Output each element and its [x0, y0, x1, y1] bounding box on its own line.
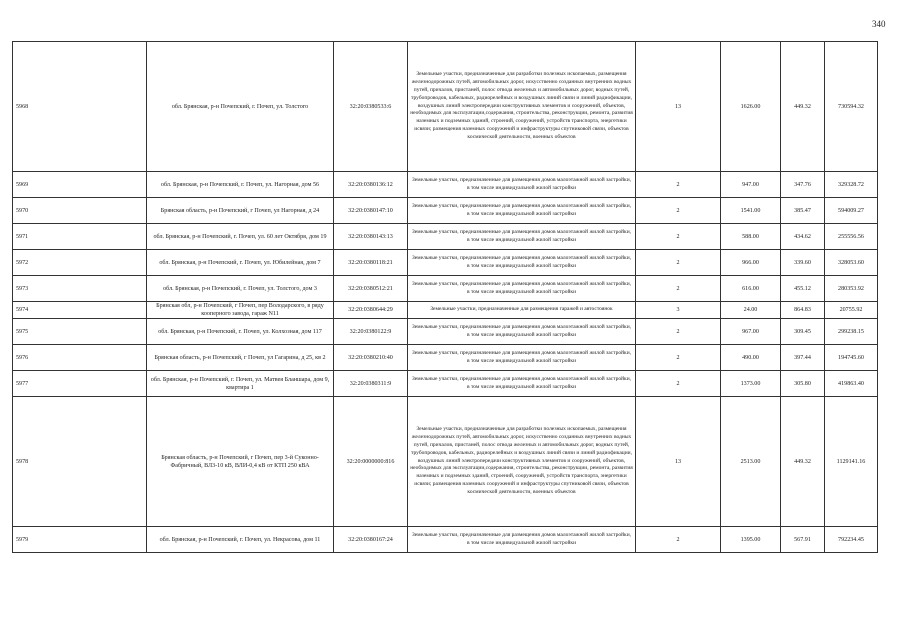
- cadastral-value-cell: 20755.92: [825, 302, 878, 319]
- address-cell: обл. Брянская, р-н Почепский, г. Почеп, ул. Колхозная, дом 117: [147, 319, 334, 345]
- area-cell: 490.00: [721, 345, 781, 371]
- cadastral-value-cell: 730594.32: [825, 42, 878, 172]
- land-use-cell: Земельные участки, предназначенные для размещения гаражей и автостоянок: [408, 302, 636, 319]
- land-use-cell: Земельные участки, предназначенные для размещения домов малоэтажной жилой застройки, в том числе индивидуальной жилой застройки: [408, 527, 636, 553]
- row-number: 5968: [13, 42, 147, 172]
- land-use-cell: Земельные участки, предназначенные для размещения домов малоэтажной жилой застройки, в том числе индивидуальной жилой застройки: [408, 276, 636, 302]
- area-cell: 947.00: [721, 172, 781, 198]
- specific-value-cell: 347.76: [781, 172, 825, 198]
- table-row: [13, 250, 878, 276]
- cadastral-value-cell: 255556.56: [825, 224, 878, 250]
- cadastral-value-table: [12, 41, 878, 553]
- cadastral-value-cell: 280353.92: [825, 276, 878, 302]
- land-use-cell: Земельные участки, предназначенные для размещения домов малоэтажной жилой застройки, в том числе индивидуальной жилой застройки: [408, 319, 636, 345]
- cadastral-number-cell: 32:20:0380143:13: [334, 224, 408, 250]
- group-code-cell: 2: [636, 198, 721, 224]
- cadastral-number-cell: 32:20:0380512:21: [334, 276, 408, 302]
- area-cell: 967.00: [721, 319, 781, 345]
- group-code-cell: 13: [636, 42, 721, 172]
- specific-value-cell: 864.83: [781, 302, 825, 319]
- land-use-cell: Земельные участки, предназначенные для размещения домов малоэтажной жилой застройки, в том числе индивидуальной жилой застройки: [408, 172, 636, 198]
- cadastral-number-cell: 32:20:0380147:10: [334, 198, 408, 224]
- table-row: [13, 302, 878, 319]
- table-row: [13, 527, 878, 553]
- table-row: [13, 319, 878, 345]
- group-code-cell: 2: [636, 250, 721, 276]
- land-use-cell: Земельные участки, предназначенные для разработки полезных ископаемых, размещения железнодорожных путей, автомобильных дорог, искусственно созданных внутренних водных путей, причалов, пристаней, полос отвода железных и автомобильных дорог, водных путей, трубопроводов, кабельных, радиорелейных и воздушных линий связи и линий радиофикации, воздушных линий электропередачи конструктивных элементов и сооружений, объектов, необходимых для эксплуатации,содержания, строительства, реконструкции, ремонта, развития наземных и подземных зданий, строений, сооружений, устройств транспорта, энергетики исвязи; размещения наземных сооружений и инфраструктуры спутниковой связи, объектов космической деятельности, военных объектов: [408, 42, 636, 172]
- land-use-cell: Земельные участки, предназначенные для размещения домов малоэтажной жилой застройки, в том числе индивидуальной жилой застройки: [408, 198, 636, 224]
- specific-value-cell: 455.12: [781, 276, 825, 302]
- specific-value-cell: 567.91: [781, 527, 825, 553]
- address-cell: обл. Брянская, р-н Почепский, г. Почеп, ул. Толстого: [147, 42, 334, 172]
- row-number: 5972: [13, 250, 147, 276]
- specific-value-cell: 385.47: [781, 198, 825, 224]
- group-code-cell: 2: [636, 371, 721, 397]
- cadastral-value-cell: 329328.72: [825, 172, 878, 198]
- specific-value-cell: 449.32: [781, 397, 825, 527]
- table-row: [13, 42, 878, 172]
- cadastral-value-cell: 419863.40: [825, 371, 878, 397]
- cadastral-value-cell: 594009.27: [825, 198, 878, 224]
- address-cell: обл. Брянская, р-н Почепский, г. Почеп, ул. Некрасова, дом 11: [147, 527, 334, 553]
- specific-value-cell: 434.62: [781, 224, 825, 250]
- area-cell: 966.00: [721, 250, 781, 276]
- table-row: [13, 397, 878, 527]
- cadastral-number-cell: 32:20:0380311:9: [334, 371, 408, 397]
- address-cell: обл. Брянская, р-н Почепский, г. Почеп, ул. Толстого, дом 3: [147, 276, 334, 302]
- cadastral-number-cell: 32:20:0000000:816: [334, 397, 408, 527]
- land-use-cell: Земельные участки, предназначенные для размещения домов малоэтажной жилой застройки, в том числе индивидуальной жилой застройки: [408, 345, 636, 371]
- area-cell: 616.00: [721, 276, 781, 302]
- area-cell: 1395.00: [721, 527, 781, 553]
- cadastral-value-cell: 299238.15: [825, 319, 878, 345]
- cadastral-value-cell: 792234.45: [825, 527, 878, 553]
- cadastral-number-cell: 32:20:0380122:9: [334, 319, 408, 345]
- specific-value-cell: 449.32: [781, 42, 825, 172]
- specific-value-cell: 309.45: [781, 319, 825, 345]
- cadastral-number-cell: 32:20:0380136:12: [334, 172, 408, 198]
- row-number: 5973: [13, 276, 147, 302]
- cadastral-number-cell: 32:20:0380644:29: [334, 302, 408, 319]
- row-number: 5976: [13, 345, 147, 371]
- table-row: [13, 276, 878, 302]
- group-code-cell: 2: [636, 224, 721, 250]
- row-number: 5977: [13, 371, 147, 397]
- area-cell: 1373.00: [721, 371, 781, 397]
- address-cell: Брянская область, р-н Почепский, г Почеп, ул Нагорная, д 24: [147, 198, 334, 224]
- area-cell: 588.00: [721, 224, 781, 250]
- address-cell: обл. Брянская, р-н Почепский, г. Почеп, ул. Матвея Бланшара, дом 9, квартира 1: [147, 371, 334, 397]
- cadastral-number-cell: 32:20:0380210:40: [334, 345, 408, 371]
- land-use-cell: Земельные участки, предназначенные для размещения домов малоэтажной жилой застройки, в том числе индивидуальной жилой застройки: [408, 224, 636, 250]
- group-code-cell: 3: [636, 302, 721, 319]
- area-cell: 1541.00: [721, 198, 781, 224]
- row-number: 5978: [13, 397, 147, 527]
- table-row: [13, 371, 878, 397]
- cadastral-value-cell: 1129141.16: [825, 397, 878, 527]
- table-row: [13, 172, 878, 198]
- address-cell: Брянская область, р-н Почепский, г Почеп, пер 3-й Суконно-Фабричный, ВЛ3-10 кВ, ВЛИ-0,4 кВ от КТП 250 кВА: [147, 397, 334, 527]
- specific-value-cell: 339.60: [781, 250, 825, 276]
- area-cell: 24.00: [721, 302, 781, 319]
- cadastral-number-cell: 32:20:0380533:6: [334, 42, 408, 172]
- group-code-cell: 2: [636, 172, 721, 198]
- table-row: [13, 198, 878, 224]
- row-number: 5975: [13, 319, 147, 345]
- address-cell: обл. Брянская, р-н Почепский, г. Почеп, ул. 60 лет Октября, дом 19: [147, 224, 334, 250]
- row-number: 5970: [13, 198, 147, 224]
- group-code-cell: 2: [636, 527, 721, 553]
- area-cell: 1626.00: [721, 42, 781, 172]
- area-cell: 2513.00: [721, 397, 781, 527]
- row-number: 5974: [13, 302, 147, 319]
- address-cell: обл. Брянская, р-н Почепский, г. Почеп, ул. Юбилейная, дом 7: [147, 250, 334, 276]
- cadastral-number-cell: 32:20:0380118:21: [334, 250, 408, 276]
- row-number: 5979: [13, 527, 147, 553]
- page-number: 340: [872, 19, 886, 29]
- group-code-cell: 2: [636, 276, 721, 302]
- row-number: 5969: [13, 172, 147, 198]
- specific-value-cell: 397.44: [781, 345, 825, 371]
- land-use-cell: Земельные участки, предназначенные для размещения домов малоэтажной жилой застройки, в том числе индивидуальной жилой застройки: [408, 250, 636, 276]
- group-code-cell: 2: [636, 345, 721, 371]
- group-code-cell: 2: [636, 319, 721, 345]
- specific-value-cell: 305.80: [781, 371, 825, 397]
- cadastral-value-cell: 194745.60: [825, 345, 878, 371]
- land-use-cell: Земельные участки, предназначенные для размещения домов малоэтажной жилой застройки, в том числе индивидуальной жилой застройки: [408, 371, 636, 397]
- cadastral-value-cell: 328053.60: [825, 250, 878, 276]
- address-cell: обл. Брянская, р-н Почепский, г. Почеп, ул. Нагорная, дом 56: [147, 172, 334, 198]
- address-cell: Брянская обл, р-н Почепский, г Почеп, пер Володарского, в ряду кооперного завода, гараж N11: [147, 302, 334, 319]
- land-use-cell: Земельные участки, предназначенные для разработки полезных ископаемых, размещения железнодорожных путей, автомобильных дорог, искусственно созданных внутренних водных путей, причалов, пристаней, полос отвода железных и автомобильных дорог, водных путей, трубопроводов, кабельных, радиорелейных и воздушных линий связи и линий радиофикации, воздушных линий электропередачи конструктивных элементов и сооружений, объектов, необходимых для эксплуатации,содержания, строительства, реконструкции, ремонта, развития наземных и подземных зданий, строений, сооружений, устройств транспорта, энергетики исвязи; размещения наземных сооружений и инфраструктуры спутниковой связи, объектов космической деятельности, военных объектов: [408, 397, 636, 527]
- address-cell: Брянская область, р-н Почепский, г Почеп, ул Гагарина, д 25, кв 2: [147, 345, 334, 371]
- cadastral-number-cell: 32:20:0380167:24: [334, 527, 408, 553]
- table-row: [13, 345, 878, 371]
- row-number: 5971: [13, 224, 147, 250]
- table-row: [13, 224, 878, 250]
- group-code-cell: 13: [636, 397, 721, 527]
